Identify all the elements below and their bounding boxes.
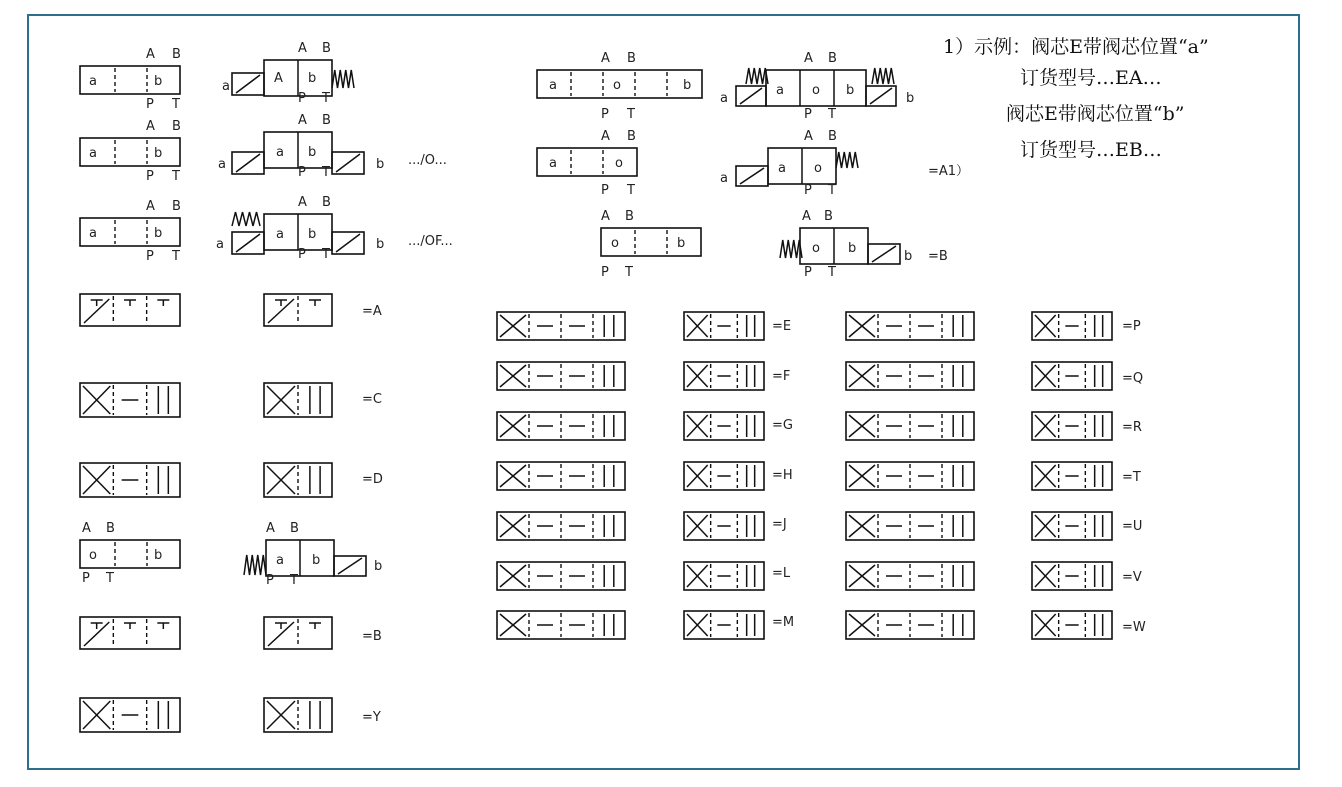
port-label: T — [828, 183, 836, 198]
spool-label-g: =G — [772, 418, 793, 433]
solenoid-slash — [236, 75, 260, 93]
port-label: B — [322, 113, 331, 128]
port-label: o — [814, 161, 822, 176]
port-label: P — [146, 97, 154, 112]
port-label: B — [322, 41, 331, 56]
suffix-a1: =A1） — [928, 164, 970, 179]
port-label: P — [601, 183, 609, 198]
port-label: B — [290, 521, 299, 536]
port-label: b — [374, 559, 383, 574]
spring-symbol — [872, 68, 894, 84]
port-label: P — [601, 265, 609, 280]
port-label: P — [804, 107, 812, 122]
suffix-c: =C — [362, 392, 382, 407]
port-label: A — [601, 51, 610, 66]
position-letter: a — [89, 74, 97, 89]
port-label: B — [172, 199, 181, 214]
port-label: A — [804, 51, 813, 66]
port-label: b — [376, 237, 385, 252]
port-label: A — [266, 521, 275, 536]
spool-label-p: =P — [1122, 319, 1141, 334]
port-label: b — [848, 241, 857, 256]
port-label: P — [298, 91, 306, 106]
spool-label-u: =U — [1122, 519, 1143, 534]
port-label: T — [627, 107, 635, 122]
port-label: o — [812, 241, 820, 256]
port-label: T — [172, 169, 180, 184]
port-label: A — [146, 119, 155, 134]
spring-symbol — [780, 240, 802, 258]
position-letter: o — [611, 236, 619, 251]
position-letter: a — [89, 226, 97, 241]
suffix-a: =A — [362, 304, 382, 319]
suffix-b: =B — [362, 629, 382, 644]
port-label: T — [627, 183, 635, 198]
port-label: a — [276, 227, 284, 242]
position-letter: b — [154, 548, 163, 563]
suffix-b-top: =B — [928, 249, 948, 264]
position-letter: a — [549, 78, 557, 93]
port-label: P — [804, 265, 812, 280]
port-label: A — [298, 41, 307, 56]
port-label: P — [298, 247, 306, 262]
position-letter: o — [613, 78, 621, 93]
port-label: a — [276, 145, 284, 160]
note-line-4: 订货型号…EB… — [1020, 139, 1162, 161]
spool-symbol — [80, 617, 180, 649]
port-label: b — [308, 227, 317, 242]
port-label: T — [290, 573, 298, 588]
port-label: A — [802, 209, 811, 224]
solenoid-slash — [870, 88, 892, 104]
port-label: a — [276, 553, 284, 568]
port-label: T — [828, 107, 836, 122]
port-label: a — [216, 237, 224, 252]
port-label: A — [298, 195, 307, 210]
solenoid-slash — [338, 558, 362, 574]
suffix-d: =D — [362, 472, 383, 487]
suffix-o: .../O... — [408, 153, 447, 168]
solenoid-slash — [872, 246, 896, 262]
position-letter: b — [154, 74, 163, 89]
port-label: B — [172, 119, 181, 134]
port-label: B — [172, 47, 181, 62]
note-line-2: 订货型号…EA… — [1020, 67, 1162, 89]
port-label: b — [846, 83, 855, 98]
spool-label-h: =H — [772, 468, 793, 483]
port-label: P — [82, 571, 90, 586]
spool-label-f: =F — [772, 369, 791, 384]
solenoid-slash — [236, 234, 260, 252]
spool-label-q: =Q — [1122, 371, 1144, 386]
suffix-of: .../OF... — [408, 234, 453, 249]
position-letter: o — [89, 548, 97, 563]
port-label: B — [828, 129, 837, 144]
port-label: A — [82, 521, 91, 536]
port-label: B — [625, 209, 634, 224]
port-label: b — [904, 249, 913, 264]
solenoid-slash — [236, 154, 260, 172]
spool-label-r: =R — [1122, 420, 1142, 435]
port-label: T — [322, 165, 330, 180]
port-label: P — [804, 183, 812, 198]
port-label: B — [828, 51, 837, 66]
port-label: A — [146, 199, 155, 214]
port-label: P — [146, 169, 154, 184]
spring-symbol — [746, 68, 768, 84]
port-label: A — [601, 129, 610, 144]
solenoid-slash — [740, 168, 764, 184]
port-label: B — [627, 51, 636, 66]
port-label: P — [146, 249, 154, 264]
port-label: a — [776, 83, 784, 98]
spring-symbol — [244, 555, 266, 575]
port-label: T — [828, 265, 836, 280]
port-label: B — [322, 195, 331, 210]
port-label: A — [601, 209, 610, 224]
port-label: B — [106, 521, 115, 536]
port-label: T — [625, 265, 633, 280]
port-label: T — [106, 571, 114, 586]
spring-symbol — [332, 70, 354, 88]
position-letter: b — [683, 78, 692, 93]
port-label: b — [308, 145, 317, 160]
port-label: A — [298, 113, 307, 128]
position-letter: a — [549, 156, 557, 171]
position-letter: o — [615, 156, 623, 171]
port-label: a — [720, 91, 728, 106]
solenoid-slash — [740, 88, 762, 104]
position-letter: a — [89, 146, 97, 161]
position-letter: b — [154, 226, 163, 241]
solenoid-slash — [336, 234, 360, 252]
spool-label-e: =E — [772, 319, 792, 334]
port-label: P — [266, 573, 274, 588]
port-label: a — [778, 161, 786, 176]
port-label: T — [322, 247, 330, 262]
port-label: a — [720, 171, 728, 186]
port-label: P — [601, 107, 609, 122]
note-line-1: 1）示例：阀芯E带阀芯位置“a” — [943, 36, 1209, 58]
note-line-3: 阀芯E带阀芯位置“b” — [1006, 103, 1185, 125]
port-label: T — [172, 97, 180, 112]
port-label: B — [824, 209, 833, 224]
port-label: b — [376, 157, 385, 172]
port-label: b — [312, 553, 321, 568]
spring-symbol — [232, 212, 260, 226]
spool-label-v: =V — [1122, 570, 1142, 585]
spool-symbol — [80, 294, 180, 326]
port-label: T — [172, 249, 180, 264]
port-label: b — [308, 71, 317, 86]
port-label: o — [812, 83, 820, 98]
spool-label-j: =J — [772, 517, 787, 532]
solenoid-slash — [336, 154, 360, 172]
spring-symbol — [836, 152, 858, 168]
position-letter: b — [154, 146, 163, 161]
port-label: a — [222, 79, 230, 94]
port-label: P — [298, 165, 306, 180]
spool-label-t: =T — [1122, 470, 1141, 485]
spool-label-m: =M — [772, 615, 795, 630]
spool-label-w: =W — [1122, 620, 1146, 635]
suffix-y: =Y — [362, 710, 381, 725]
port-label: a — [218, 157, 226, 172]
port-label: A — [274, 71, 283, 86]
port-label: A — [146, 47, 155, 62]
position-letter: b — [677, 236, 686, 251]
port-label: A — [804, 129, 813, 144]
spool-label-l: =L — [772, 566, 791, 581]
port-label: b — [906, 91, 915, 106]
port-label: B — [627, 129, 636, 144]
port-label: T — [322, 91, 330, 106]
